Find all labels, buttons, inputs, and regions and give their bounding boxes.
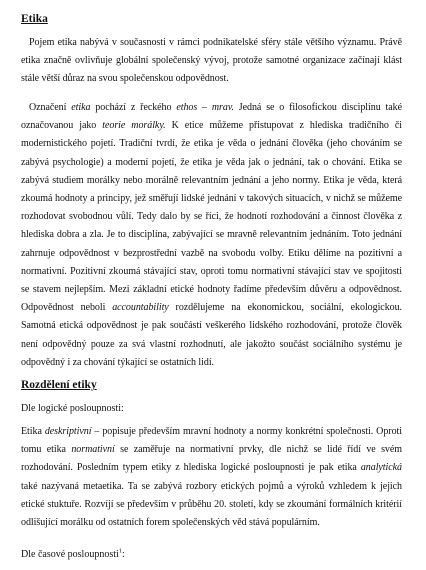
paragraph-logicke bbox=[21, 423, 402, 532]
text-segment: Označení bbox=[29, 102, 72, 113]
paragraph-intro-text: Pojem etika nabývá v současnosti v rámci podnikatelské sféry stále většího významu. Právě etika značně ovlivňuje globální společenský vývoj, protože samotné organizace začínají klást stále větší důraz na svou společenskou odpovědnost. bbox=[21, 37, 402, 85]
heading-etika: Etika bbox=[21, 13, 48, 25]
text-segment: Jedná se o filosofickou disciplínu také označovanou jako bbox=[21, 102, 402, 132]
heading-rozdeleni-etiky: Rozdělení etiky bbox=[21, 379, 97, 391]
term-ethos: ethos – mrav. bbox=[176, 102, 234, 113]
term-analyticka: analytická bbox=[360, 462, 402, 474]
text-segment: se zaměřuje na normativní prvky, dle nichž se lidé řídí ve svém rozhodování. Posledním typem etiky z hlediska logické posloupnosti je pak etika bbox=[21, 444, 402, 474]
term-deskriptivni: deskriptivní bbox=[44, 426, 92, 437]
paragraph-intro bbox=[21, 34, 402, 89]
text-segment: pochází z řeckého bbox=[90, 102, 177, 113]
term-teorie-moralky: teorie morálky. bbox=[102, 120, 166, 132]
footnote-marker[interactable]: 1 bbox=[118, 547, 123, 555]
term-accountability: accountability bbox=[112, 302, 169, 314]
text-segment: – popisuje především mravní hodnoty a normy konkrétní společnosti. Oproti tomu etika bbox=[21, 426, 402, 456]
paragraph-definition bbox=[21, 99, 402, 372]
text-segment: K etice můžeme přistupovat z hlediska tradičního či modernistického pojetí. Tradiční tvrdí, že etika je věda o jednání člověka (jeho chováním se zabývá psychologie) a moderní pojetí, že etika je věda jak o jednání, tak o chování. Etika se zabývá studiem morálky nebo morálně relevantním jednání a jeho normy. Etika je věda, která zkoumá hodnoty a principy, jež směřují lidské jednání v takových situacích, v nichž se můžeme rozhodovat svobodnou vůlí. Tedy dalo by se říci, že hodnotí rozhodování a činnost člověka z hlediska dobra a zla. Je to disciplína, zabývající se mravně relevantním jednáním. Toto jednání zahrnuje odpovědnost v bezprostřední vazbě na svobodu volby. Etiku dělíme na pozitivní a normativní. Pozitivní zkoumá stávající stav, oproti tomu normativní stávající stav ve spojitosti se stavem nejlepším. Mezi základní etické hodnoty řadíme především důvěru a odpovědnost. Odpovědnost neboli bbox=[21, 120, 402, 314]
text-segment: rozdělujeme na ekonomickou, sociální, ekologickou. Samotná etická odpovědnost je pak součástí veškerého lidského rozhodování, protože člověk není odpovědný pouze za svá vlastní rozhodnutí, ale jakožto součást sociálního systému je odpovědný i za chování týkající se ostatních lidí. bbox=[21, 302, 402, 368]
label-casove-posloupnosti bbox=[21, 548, 125, 562]
label-colon: : bbox=[122, 549, 125, 560]
label-casove-text: Dle časové posloupnosti bbox=[21, 549, 119, 560]
text-segment: také nazývaná metaetika. Ta se zabývá rozbory etických pojmů a výroků vzhledem k jejich etické stuktuře. Rozvíjí se především v průběhu 20. století, kdy se zkoumání formálních kritérií odlišující morálku od ostatních forem společenských věd stává populárním. bbox=[21, 480, 402, 529]
text-segment: Etika bbox=[21, 426, 45, 437]
term-etika: etika bbox=[71, 102, 91, 113]
label-logicke-posloupnosti: Dle logické posloupnosti: bbox=[21, 403, 124, 414]
term-normativni: normativní bbox=[71, 444, 115, 456]
